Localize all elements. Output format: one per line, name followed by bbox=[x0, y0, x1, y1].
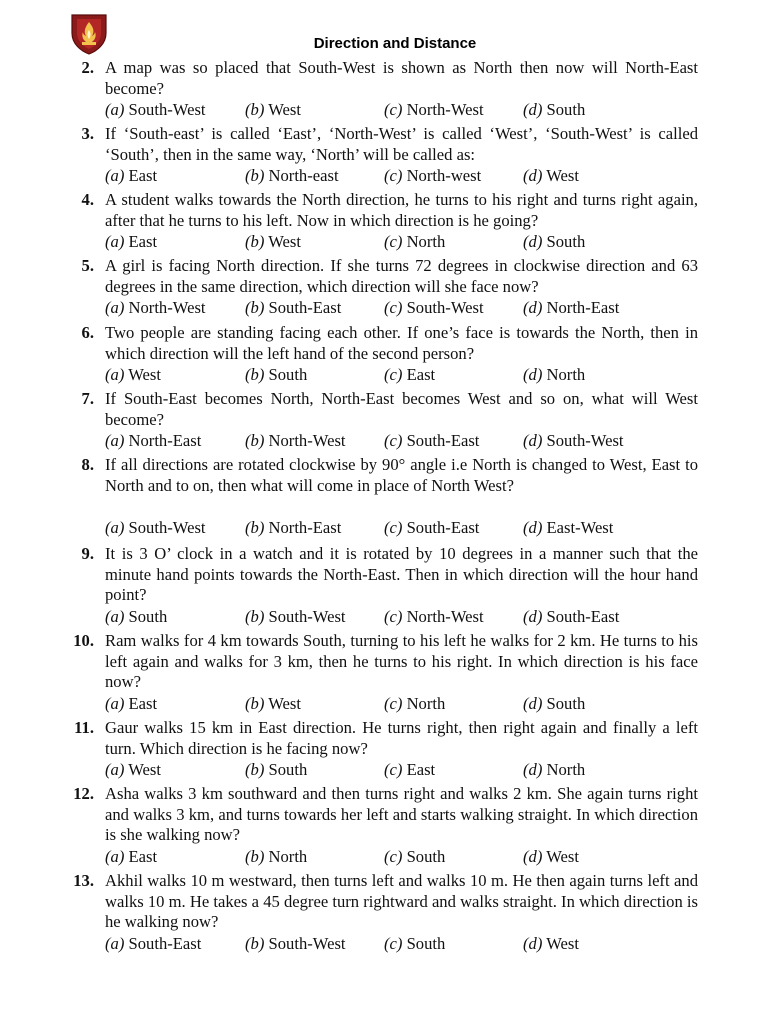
question-text: Akhil walks 10 m westward, then turns left and walks 10 m. He then again turns left and walks 10 m. He takes a 45 degree turn rightward and walks straight. In which direction is he walking now? bbox=[105, 871, 698, 931]
answer-options bbox=[0, 166, 768, 187]
option-letter: (c) bbox=[384, 431, 403, 450]
option-label: East bbox=[406, 365, 436, 384]
question-number: 3. bbox=[81, 124, 94, 143]
answer-options bbox=[0, 365, 768, 386]
answer-option-c bbox=[384, 934, 445, 955]
question-item bbox=[0, 256, 768, 319]
option-letter: (a) bbox=[105, 846, 125, 866]
option-label: North bbox=[268, 846, 308, 866]
option-letter: (a) bbox=[105, 518, 125, 537]
option-label: West bbox=[268, 100, 301, 119]
option-label: South-East bbox=[546, 606, 620, 626]
question-text: A map was so placed that South-West is shown as North then now will North-East become? bbox=[105, 58, 698, 98]
answer-option-d bbox=[523, 365, 585, 386]
option-letter: (b) bbox=[245, 606, 265, 626]
option-label: South bbox=[268, 365, 308, 384]
option-letter: (c) bbox=[384, 232, 403, 251]
option-label: South bbox=[546, 100, 586, 119]
question-item bbox=[0, 58, 768, 121]
answer-options bbox=[0, 431, 768, 452]
answer-option-c bbox=[384, 607, 484, 628]
option-letter: (d) bbox=[523, 518, 543, 537]
option-label: East-West bbox=[546, 518, 614, 537]
option-letter: (a) bbox=[105, 606, 125, 626]
answer-option-a bbox=[105, 760, 161, 781]
question-text: If South-East becomes North, North-East becomes West and so on, what will West become? bbox=[105, 389, 698, 429]
option-label: West bbox=[546, 846, 579, 866]
answer-options bbox=[0, 847, 768, 868]
answer-option-d bbox=[523, 298, 619, 319]
option-letter: (a) bbox=[105, 760, 125, 779]
option-letter: (c) bbox=[384, 365, 403, 384]
answer-option-d bbox=[523, 518, 613, 539]
question-item bbox=[0, 124, 768, 187]
option-label: North-West bbox=[268, 431, 346, 450]
question-item bbox=[0, 544, 768, 628]
option-letter: (a) bbox=[105, 365, 125, 384]
option-label: North-West bbox=[128, 298, 206, 317]
answer-option-b bbox=[245, 365, 307, 386]
option-label: North bbox=[546, 760, 586, 779]
answer-options bbox=[0, 298, 768, 319]
answer-option-c bbox=[384, 694, 445, 715]
option-label: South-East bbox=[406, 518, 480, 537]
option-label: South bbox=[128, 606, 168, 626]
answer-option-b bbox=[245, 694, 301, 715]
option-label: West bbox=[546, 166, 579, 185]
question-text: Asha walks 3 km southward and then turns right and walks 2 km. She again turns right and walks 3 km, and turns towards her left and starts walking straight. In which direction is she walking now? bbox=[105, 784, 698, 844]
option-letter: (a) bbox=[105, 298, 125, 317]
option-label: North-West bbox=[406, 606, 484, 626]
option-label: East bbox=[128, 232, 158, 251]
answer-option-b bbox=[245, 518, 341, 539]
page-title: Direction and Distance bbox=[313, 35, 477, 52]
answer-option-a bbox=[105, 694, 157, 715]
option-label: North-west bbox=[406, 166, 482, 185]
option-letter: (c) bbox=[384, 760, 403, 779]
option-label: South-West bbox=[268, 606, 346, 626]
answer-option-d bbox=[523, 847, 579, 868]
question-item bbox=[0, 190, 768, 253]
option-letter: (d) bbox=[523, 933, 543, 953]
answer-option-b bbox=[245, 298, 341, 319]
answer-option-d bbox=[523, 934, 579, 955]
answer-option-d bbox=[523, 431, 624, 452]
option-letter: (c) bbox=[384, 518, 403, 537]
option-letter: (b) bbox=[245, 232, 265, 251]
answer-option-b bbox=[245, 431, 346, 452]
question-text: Gaur walks 15 km in East direction. He turns right, then right again and finally a left turn. Which direction is he facing now? bbox=[105, 718, 698, 758]
option-letter: (c) bbox=[384, 606, 403, 626]
answer-option-b bbox=[245, 847, 307, 868]
answer-option-c bbox=[384, 431, 479, 452]
option-label: South bbox=[406, 933, 446, 953]
question-number: 8. bbox=[81, 455, 94, 474]
option-label: North-West bbox=[406, 100, 484, 119]
question-number: 7. bbox=[81, 389, 94, 408]
answer-option-c bbox=[384, 100, 484, 121]
option-letter: (d) bbox=[523, 232, 543, 251]
question-number: 4. bbox=[81, 190, 94, 209]
answer-option-a bbox=[105, 365, 161, 386]
option-label: South bbox=[268, 760, 308, 779]
option-label: South-West bbox=[128, 518, 206, 537]
option-letter: (d) bbox=[523, 760, 543, 779]
option-label: South-West bbox=[268, 933, 346, 953]
answer-options bbox=[0, 934, 768, 955]
question-number: 10. bbox=[73, 631, 94, 650]
option-letter: (b) bbox=[245, 298, 265, 317]
option-letter: (b) bbox=[245, 365, 265, 384]
question-text: Ram walks for 4 km towards South, turning to his left he walks for 2 km. He turns to his left again and walks for 3 km, then he turns to his right. In which direction is his face now? bbox=[105, 631, 698, 691]
question-number: 12. bbox=[73, 784, 94, 803]
question-text: It is 3 O’ clock in a watch and it is rotated by 10 degrees in a manner such that the minute hand points towards the North-East. Then in which direction will the hour hand point? bbox=[105, 544, 698, 604]
option-letter: (b) bbox=[245, 100, 265, 119]
option-label: East bbox=[128, 166, 158, 185]
option-letter: (b) bbox=[245, 760, 265, 779]
option-label: East bbox=[128, 693, 158, 713]
question-item bbox=[0, 631, 768, 715]
option-label: South bbox=[546, 232, 586, 251]
option-label: East bbox=[406, 760, 436, 779]
option-label: South bbox=[546, 693, 586, 713]
option-label: North bbox=[546, 365, 586, 384]
answer-options bbox=[0, 232, 768, 253]
answer-options bbox=[0, 694, 768, 715]
option-letter: (b) bbox=[245, 933, 265, 953]
question-item bbox=[0, 871, 768, 955]
question-number: 9. bbox=[81, 544, 94, 563]
answer-option-c bbox=[384, 518, 479, 539]
option-label: West bbox=[128, 760, 161, 779]
option-label: West bbox=[268, 693, 301, 713]
answer-option-c bbox=[384, 365, 435, 386]
question-item bbox=[0, 323, 768, 386]
answer-option-a bbox=[105, 100, 206, 121]
answer-option-a bbox=[105, 934, 201, 955]
option-label: South-West bbox=[546, 431, 624, 450]
question-number: 5. bbox=[81, 256, 94, 275]
option-letter: (b) bbox=[245, 431, 265, 450]
option-label: North-East bbox=[268, 518, 342, 537]
option-label: South-East bbox=[406, 431, 480, 450]
option-letter: (b) bbox=[245, 166, 265, 185]
option-label: East bbox=[128, 846, 158, 866]
option-letter: (d) bbox=[523, 166, 543, 185]
option-label: South-East bbox=[268, 298, 342, 317]
option-letter: (a) bbox=[105, 100, 125, 119]
answer-option-d bbox=[523, 100, 585, 121]
answer-option-d bbox=[523, 607, 619, 628]
answer-option-a bbox=[105, 232, 157, 253]
answer-options bbox=[0, 760, 768, 781]
option-letter: (c) bbox=[384, 846, 403, 866]
option-letter: (c) bbox=[384, 933, 403, 953]
answer-option-d bbox=[523, 760, 585, 781]
answer-option-a bbox=[105, 298, 206, 319]
option-letter: (b) bbox=[245, 846, 265, 866]
option-label: South-East bbox=[128, 933, 202, 953]
answer-option-a bbox=[105, 166, 157, 187]
option-letter: (d) bbox=[523, 693, 543, 713]
option-label: West bbox=[128, 365, 161, 384]
option-letter: (b) bbox=[245, 518, 265, 537]
question-text: If all directions are rotated clockwise by 90° angle i.e North is changed to West, East to North and to on, then what will come in place of North West? bbox=[105, 455, 698, 495]
question-item bbox=[0, 718, 768, 781]
option-letter: (a) bbox=[105, 933, 125, 953]
option-letter: (d) bbox=[523, 431, 543, 450]
option-label: South-West bbox=[128, 100, 206, 119]
option-letter: (d) bbox=[523, 846, 543, 866]
answer-option-b bbox=[245, 100, 301, 121]
option-letter: (a) bbox=[105, 693, 125, 713]
option-letter: (a) bbox=[105, 232, 125, 251]
option-label: South-West bbox=[406, 298, 484, 317]
answer-option-a bbox=[105, 518, 206, 539]
answer-option-c bbox=[384, 298, 484, 319]
option-label: West bbox=[268, 232, 301, 251]
question-number: 6. bbox=[81, 323, 94, 342]
option-letter: (c) bbox=[384, 100, 403, 119]
answer-option-d bbox=[523, 694, 585, 715]
answer-option-b bbox=[245, 166, 339, 187]
option-letter: (b) bbox=[245, 693, 265, 713]
option-letter: (d) bbox=[523, 606, 543, 626]
answer-options bbox=[0, 607, 768, 628]
option-label: North-East bbox=[128, 431, 202, 450]
option-letter: (a) bbox=[105, 166, 125, 185]
answer-option-c bbox=[384, 166, 481, 187]
option-letter: (d) bbox=[523, 365, 543, 384]
question-number: 2. bbox=[81, 58, 94, 77]
question-item bbox=[0, 455, 768, 539]
question-text: Two people are standing facing each other. If one’s face is towards the North, then in which direction will the left hand of the second person? bbox=[105, 323, 698, 363]
question-text: A student walks towards the North direction, he turns to his right and turns right again, after that he turns to his left. Now in which direction is he going? bbox=[105, 190, 698, 230]
option-label: North bbox=[406, 232, 446, 251]
answer-option-a bbox=[105, 847, 157, 868]
question-text: If ‘South-east’ is called ‘East’, ‘North-West’ is called ‘West’, ‘South-West’ is called ‘South’, then in the same way, ‘North’ will be called as: bbox=[105, 124, 698, 164]
question-number: 13. bbox=[73, 871, 94, 890]
answer-option-d bbox=[523, 166, 579, 187]
option-letter: (d) bbox=[523, 298, 543, 317]
option-label: South bbox=[406, 846, 446, 866]
answer-options bbox=[0, 100, 768, 121]
option-label: North bbox=[406, 693, 446, 713]
answer-option-a bbox=[105, 607, 167, 628]
answer-option-b bbox=[245, 607, 346, 628]
option-letter: (c) bbox=[384, 298, 403, 317]
answer-option-c bbox=[384, 760, 435, 781]
question-text: A girl is facing North direction. If she turns 72 degrees in clockwise direction and 63 degrees in the same direction, which direction will she face now? bbox=[105, 256, 698, 296]
answer-option-a bbox=[105, 431, 201, 452]
question-number: 11. bbox=[74, 718, 94, 737]
option-label: North-east bbox=[268, 166, 339, 185]
option-label: West bbox=[546, 933, 579, 953]
question-item bbox=[0, 389, 768, 452]
answer-options bbox=[0, 518, 768, 539]
option-letter: (c) bbox=[384, 166, 403, 185]
answer-option-c bbox=[384, 847, 445, 868]
answer-option-b bbox=[245, 232, 301, 253]
answer-option-b bbox=[245, 934, 346, 955]
option-label: North-East bbox=[546, 298, 620, 317]
answer-option-d bbox=[523, 232, 585, 253]
question-item bbox=[0, 784, 768, 868]
option-letter: (d) bbox=[523, 100, 543, 119]
answer-option-b bbox=[245, 760, 307, 781]
option-letter: (a) bbox=[105, 431, 125, 450]
option-letter: (c) bbox=[384, 693, 403, 713]
answer-option-c bbox=[384, 232, 445, 253]
